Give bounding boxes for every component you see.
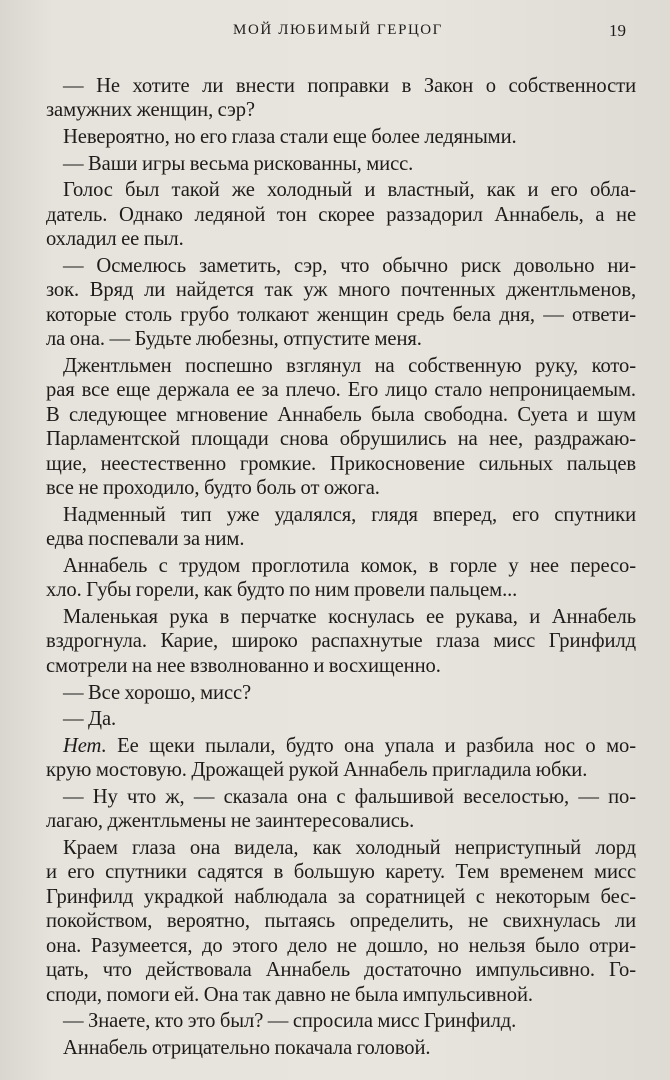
text-line: замужних женщин, сэр?	[46, 99, 255, 122]
paragraph	[46, 605, 636, 678]
text-line: покойством, вероятно, пытаясь определить, не свихнулась ли	[46, 910, 636, 933]
text-line: Гринфилд украдкой наблюдала за соратницей с некоторым бес-	[46, 885, 636, 908]
text-line: Невероятно, но его глаза стали еще более ледяными.	[63, 126, 517, 149]
text-line: Голос был такой же холодный и властный, как и его обла-	[63, 179, 636, 202]
text-line: вздрогнула. Карие, широко распахнутые глаза мисс Гринфилд	[46, 630, 636, 653]
paragraph	[46, 1036, 636, 1060]
body-text	[46, 74, 636, 1062]
running-head	[46, 22, 630, 44]
text-line: зок. Вряд ли найдется так уж много почтенных джентльменов,	[46, 279, 636, 302]
paragraph	[46, 125, 636, 149]
text-line: цать, что действовала Аннабель достаточно импульсивно. Го-	[46, 959, 636, 982]
text-line: Маленькая рука в перчатке коснулась ее рукава, и Аннабель	[63, 606, 636, 629]
paragraph	[46, 152, 636, 176]
running-title: МОЙ ЛЮБИМЫЙ ГЕРЦОГ	[233, 22, 443, 38]
text-line: она. Разумеется, до этого дело не дошло, но нельзя было отри-	[46, 934, 636, 957]
text-line: — Ваши игры весьма рискованны, мисс.	[63, 152, 414, 175]
text-line: лагаю, джентльмены не заинтересовались.	[46, 810, 415, 833]
text-line: споди, помоги ей. Она так давно не была импульсивной.	[46, 983, 533, 1006]
paragraph	[46, 74, 636, 123]
text-line: и его спутники садятся в большую карету. Тем временем мисс	[46, 861, 636, 884]
text-line: — Знаете, кто это был? — спросила мисс Гринфилд.	[63, 1010, 517, 1033]
text-line: щие, неестественно громкие. Прикосновение сильных пальцев	[46, 452, 636, 475]
text-line: Джентльмен поспешно взглянул на собственную руку, кото-	[63, 354, 636, 377]
paragraph	[46, 707, 636, 731]
paragraph	[46, 785, 636, 834]
paragraph	[46, 503, 636, 552]
text-line: — Не хотите ли внести поправки в Закон о собственности	[63, 75, 636, 97]
text-line: — Ну что ж, — сказала она с фальшивой веселостью, — по-	[63, 785, 636, 808]
text-line: Парламентской площади снова обрушились на нее, раздражаю-	[46, 428, 636, 451]
text-line: — Да.	[63, 708, 117, 731]
page-number: 19	[609, 21, 626, 40]
paragraph	[46, 354, 636, 501]
text-line: охладил ее пыл.	[46, 228, 184, 251]
text-line: — Осмелюсь заметить, сэр, что обычно риск довольно ни-	[63, 254, 636, 277]
paragraph	[46, 1009, 636, 1033]
paragraph	[46, 178, 636, 251]
text-line: — Все хорошо, мисс?	[63, 681, 252, 704]
text-line: едва поспевали за ним.	[46, 528, 245, 551]
italic-word: Нет.	[63, 734, 107, 757]
paragraph	[46, 554, 636, 603]
text-line: крую мостовую. Дрожащей рукой Аннабель пригладила юбки.	[46, 759, 588, 782]
paragraph	[46, 734, 636, 783]
text-line	[46, 734, 636, 758]
text-line: которые столь грубо толкают женщин средь бела дня, — ответи-	[46, 303, 636, 326]
paragraph	[46, 681, 636, 705]
text-line: Аннабель с трудом проглотила комок, в горле у нее пересо-	[63, 554, 636, 577]
text-fragment: Ее щеки пылали, будто она упала и разбила нос о мо-	[106, 734, 636, 757]
text-line: смотрели на нее взволнованно и восхищенно.	[46, 654, 441, 677]
paragraph	[46, 836, 636, 1007]
paragraph	[46, 254, 636, 352]
text-line: датель. Однако ледяной тон скорее раззадорил Аннабель, а не	[46, 203, 636, 226]
text-line: хло. Губы горели, как будто по ним провели пальцем...	[46, 579, 518, 602]
text-line: все не проходило, будто боль от ожога.	[46, 477, 380, 500]
text-line: Надменный тип уже удалялся, глядя вперед, его спутники	[63, 503, 636, 526]
text-line: ла она. — Будьте любезны, отпустите меня.	[46, 328, 422, 351]
text-line: Краем глаза она видела, как холодный неприступный лорд	[63, 837, 636, 860]
text-line: Аннабель отрицательно покачала головой.	[63, 1037, 431, 1060]
text-line: В следующее мгновение Аннабель была свободна. Суета и шум	[46, 403, 636, 426]
text-line: рая все еще держала ее за плечо. Его лицо стало непроницаемым.	[46, 379, 636, 402]
